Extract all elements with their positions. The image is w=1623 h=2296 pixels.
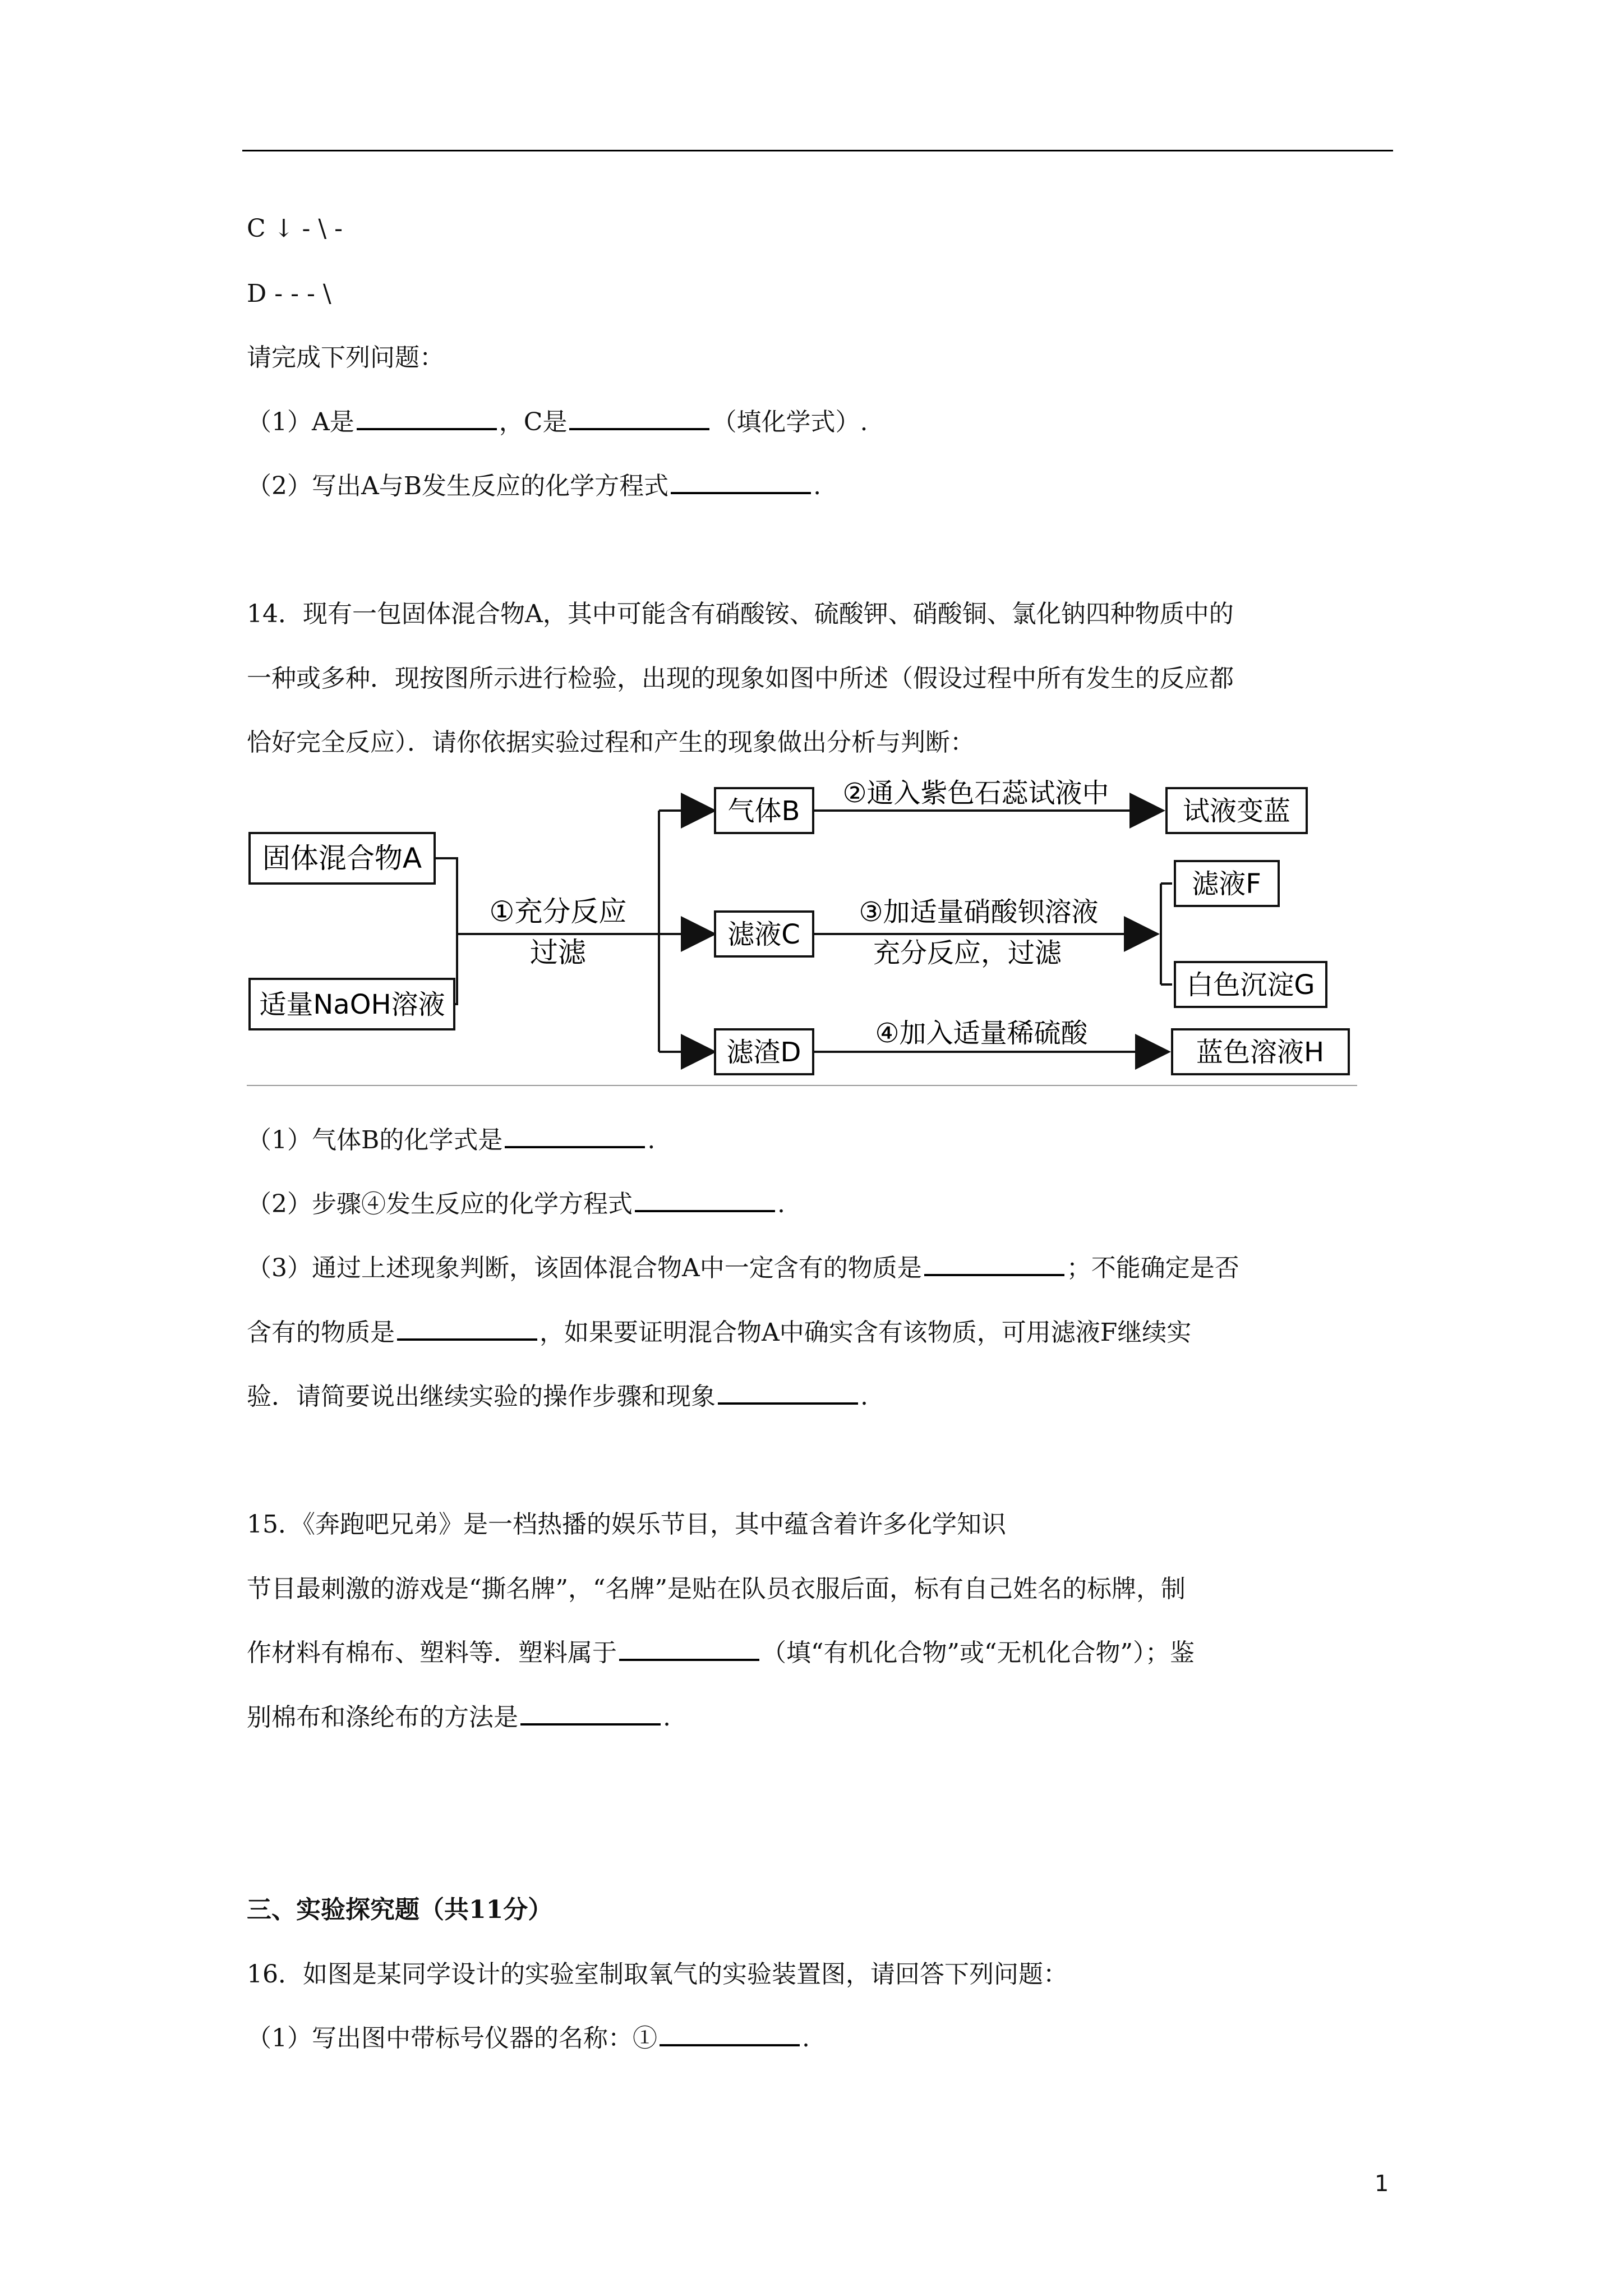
instruction: 请完成下列问题： [247,343,444,372]
q14-part1: （1）气体B的化学式是 . [247,1126,656,1154]
label-solid-a: 固体混合物A [262,842,422,875]
label-blue-h: 蓝色溶液H [1196,1037,1325,1068]
q14-stem-1: 14．现有一包固体混合物A，其中可能含有硝酸铵、硫酸钾、硝酸铜、氯化钠四种物质中的 [247,600,1234,628]
answer-blank[interactable] [520,1702,661,1726]
answer-blank[interactable] [397,1317,537,1341]
label-filtrate-f: 滤液F [1192,868,1261,900]
answer-blank[interactable] [660,2023,800,2046]
q14-part2: （2）步骤④发生反应的化学方程式 . [247,1190,785,1218]
label-step1a: ①充分反应 [489,895,627,928]
q14-stem-3: 恰好完全反应）．请你依据实验过程和产生的现象做出分析与判断： [247,728,975,757]
label-residue-d: 滤渣D [726,1037,801,1068]
label-white-g: 白色沉淀G [1186,969,1315,1001]
label-filtrate-c: 滤液C [727,919,800,950]
option-c-row: C ↓ - \ - [247,214,343,243]
q16-stem: 16．如图是某同学设计的实验室制取氧气的实验装置图，请回答下列问题： [247,1960,1068,1989]
label-step3b: 充分反应，过滤 [873,937,1062,969]
page-number: 1 [1375,2171,1389,2197]
q16-part1: （1）写出图中带标号仪器的名称：① . [247,2024,810,2053]
q13-part1: （1）A是 ，C是 （填化学式）. [247,408,868,436]
section-heading: 三、实验探究题（共11分） [247,1895,553,1924]
answer-blank[interactable] [671,471,811,494]
q15-stem-4: 别棉布和涤纶布的方法是 . [247,1703,671,1732]
option-d-row: D - - - \ [247,279,331,308]
q13-part2: （2）写出A与B发生反应的化学方程式 . [247,472,822,500]
label-step3a: ③加适量硝酸钡溶液 [859,896,1099,928]
q15-stem-2: 节目最刺激的游戏是“撕名牌”，“名牌”是贴在队员衣服后面，标有自己姓名的标牌，制 [247,1575,1186,1603]
q14-part3: （3）通过上述现象判断，该固体混合物A中一定含有的物质是 ；不能确定是否 [247,1254,1239,1282]
q14-part3-end: 验．请简要说出继续实验的操作步骤和现象 . [247,1382,868,1411]
label-step1b: 过滤 [530,936,586,969]
label-blue: 试液变蓝 [1182,795,1291,827]
answer-blank[interactable] [619,1637,759,1661]
answer-blank[interactable] [357,407,497,430]
answer-blank[interactable] [569,407,709,430]
label-gas-b: 气体B [727,795,800,827]
header-rule [242,150,1393,151]
answer-blank[interactable] [505,1125,645,1148]
label-step2: ②通入紫色石蕊试液中 [842,777,1109,809]
answer-blank[interactable] [635,1189,775,1212]
q15-stem-3: 作材料有棉布、塑料等．塑料属于 （填“有机化合物”或“无机化合物”）；鉴 [247,1639,1195,1667]
q15-stem-1: 15．《奔跑吧兄弟》是一档热播的娱乐节目，其中蕴含着许多化学知识 [247,1510,1006,1539]
q14-stem-2: 一种或多种．现按图所示进行检验，出现的现象如图中所述（假设过程中所有发生的反应都 [247,664,1234,693]
q14-part3-cont: 含有的物质是 ，如果要证明混合物A中确实含有该物质，可用滤液F继续实 [247,1318,1192,1347]
answer-blank[interactable] [924,1253,1064,1276]
flow-diagram [247,774,1357,1088]
answer-blank[interactable] [718,1381,858,1405]
label-step4: ④加入适量稀硫酸 [875,1018,1088,1049]
label-naoh: 适量NaOH溶液 [259,989,445,1020]
